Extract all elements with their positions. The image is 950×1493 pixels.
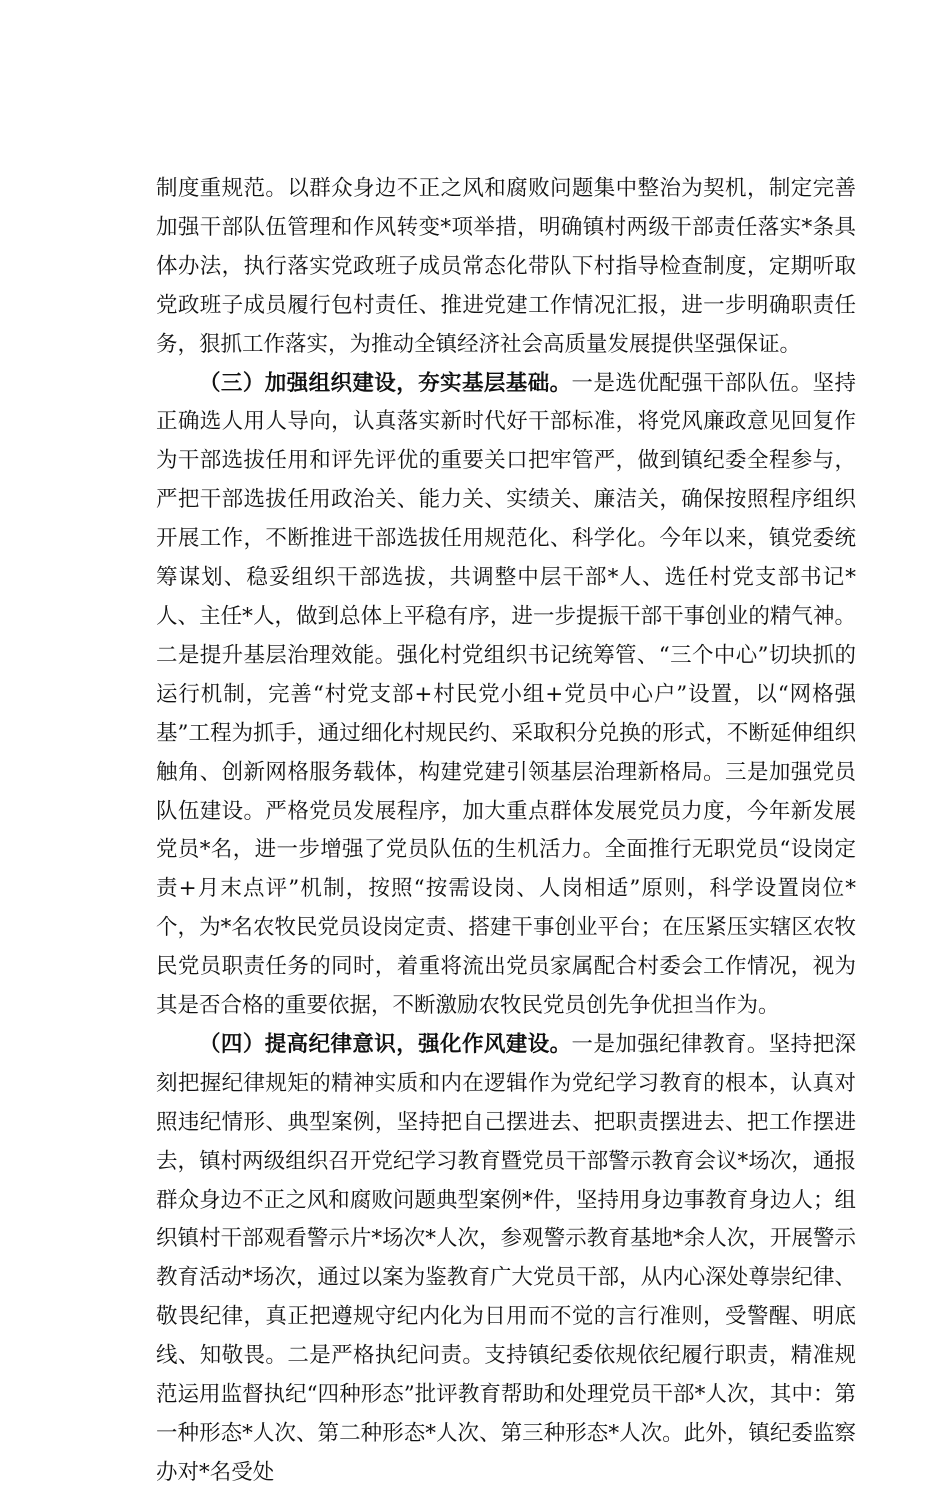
paragraph-text: 制度重规范。以群众身边不正之风和腐败问题集中整治为契机，制定完善加强干部队伍管理和作风转变*项举措，明确镇村两级干部责任落实*条具体办法，执行落实党政班子成员常态化带队下村指导检查制度，定期听取党政班子成员履行包村责任、推进党建工作情况汇报，进一步明确职责任务，狠抓工作落实，为推动全镇经济社会高质量发展提供坚强保证。: [156, 176, 856, 357]
paragraph-section-3: [156, 365, 856, 1026]
paragraph-text: 一是加强纪律教育。坚持把深刻把握纪律规矩的精神实质和内在逻辑作为党纪学习教育的根本，认真对照违纪情形、典型案例，坚持把自己摆进去、把职责摆进去、把工作摆进去，镇村两级组织召开党纪学习教育暨党员干部警示教育会议*场次，通报群众身边不正之风和腐败问题典型案例*件，坚持用身边事教育身边人；组织镇村干部观看警示片*场次*人次，参观警示教育基地*余人次，开展警示教育活动*场次，通过以案为鉴教育广大党员干部，从内心深处尊崇纪律、敬畏纪律，真正把遵规守纪内化为日用而不觉的言行准则，受警醒、明底线、知敬畏。二是严格执纪问责。支持镇纪委依规依纪履行职责，精准规范运用监督执纪“四种形态”批评教育帮助和处理党员干部*人次，其中：第一种形态*人次、第二种形态*人次、第三种形态*人次。此外，镇纪委监察办对*名受处: [156, 1031, 856, 1485]
section-heading-3: （三）加强组织建设，夯实基层基础。: [199, 370, 572, 396]
paragraph-continuation: [156, 170, 856, 365]
paragraph-text: 一是选优配强干部队伍。坚持正确选人用人导向，认真落实新时代好干部标准，将党风廉政意见回复作为干部选拔任用和评先评优的重要关口把牢管严，做到镇纪委全程参与，严把干部选拔任用政治关、能力关、实绩关、廉洁关，确保按照程序组织开展工作，不断推进干部选拔任用规范化、科学化。今年以来，镇党委统筹谋划、稳妥组织干部选拔，共调整中层干部*人、选任村党支部书记*人、主任*人，做到总体上平稳有序，进一步提振干部干事创业的精气神。二是提升基层治理效能。强化村党组织书记统筹管、“三个中心”切块抓的运行机制，完善“村党支部+村民党小组+党员中心户”设置，以“网格强基”工程为抓手，通过细化村规民约、采取积分兑换的形式，不断延伸组织触角、创新网格服务载体，构建党建引领基层治理新格局。三是加强党员队伍建设。严格党员发展程序，加大重点群体发展党员力度，今年新发展党员*名，进一步增强了党员队伍的生机活力。全面推行无职党员“设岗定责+月末点评”机制，按照“按需设岗、人岗相适”原则，科学设置岗位*个，为*名农牧民党员设岗定责、搭建干事创业平台；在压紧压实辖区农牧民党员职责任务的同时，着重将流出党员家属配合村委会工作情况，视为其是否合格的重要依据，不断激励农牧民党员创先争优担当作为。: [156, 370, 856, 1019]
section-heading-4: （四）提高纪律意识，强化作风建设。: [199, 1031, 572, 1057]
paragraph-section-4: [156, 1026, 856, 1493]
document-body: [156, 170, 856, 1493]
